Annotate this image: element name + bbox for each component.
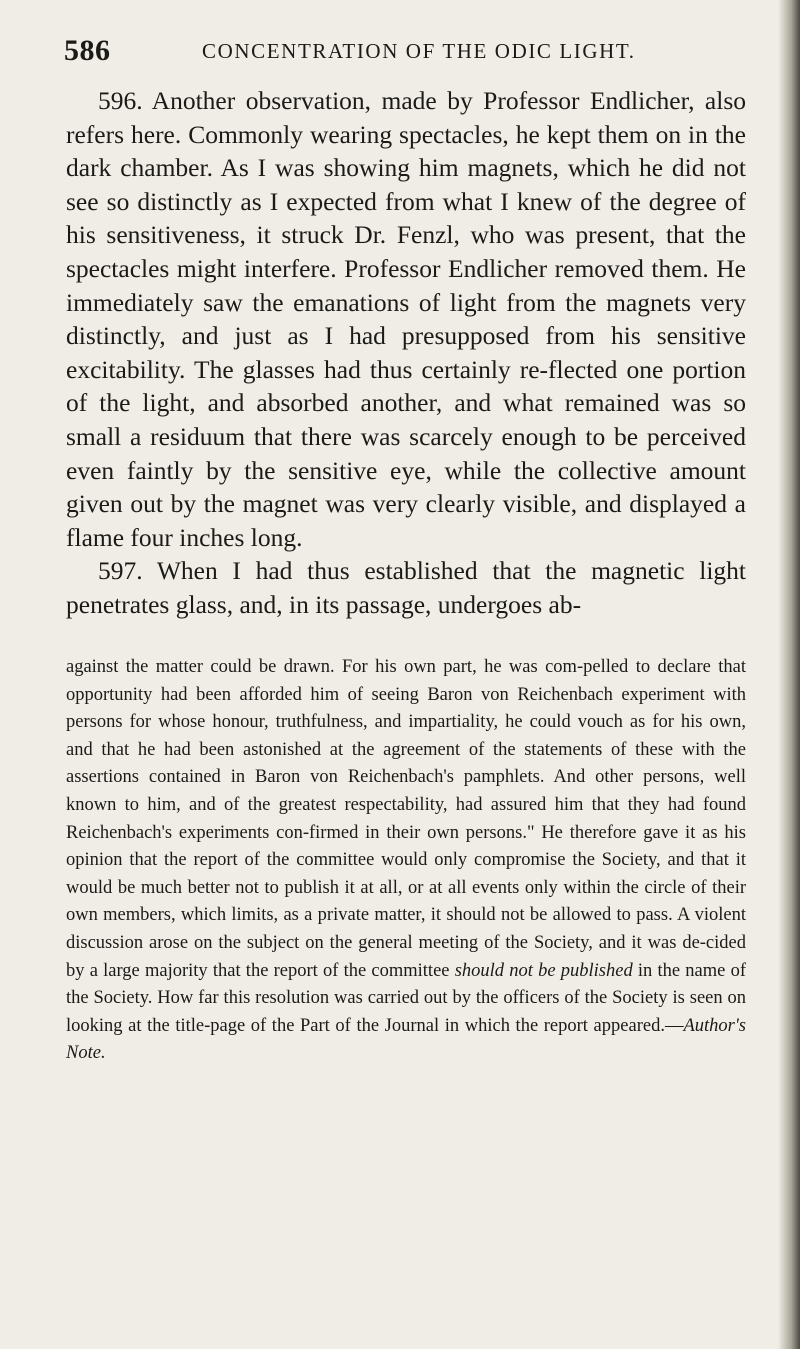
footnote-attribution: Author's Note.	[66, 1015, 746, 1064]
running-head: CONCENTRATION OF THE ODIC LIGHT.	[202, 39, 636, 63]
footnote-paragraph	[66, 654, 746, 1068]
page-header	[64, 34, 754, 67]
paragraph-596: 596. Another observation, made by Professor Endlicher, also refers here. Commonly wearing spectacles, he kept them on in the dark chamber. As I was showing him magnets, which he did not see so distinctly as I expected from what I knew of the degree of his sensitiveness, it struck Dr. Fenzl, who was present, that the spectacles might interfere. Professor Endlicher removed them. He immediately saw the emanations of light from the magnets very distinctly, and just as I had presupposed from his sensitive excitability. The glasses had thus certainly re-flected one portion of the light, and absorbed another, and what remained was so small a residuum that there was scarcely enough to be perceived even faintly by the sensitive eye, while the collective amount given out by the magnet was very clearly visible, and displayed a flame four inches long.	[66, 86, 746, 552]
footnote-text-middle: in the name of the Society. How far this resolution was carried out by the officers of the Society is seen on looking at the title-page of the Part of the Journal in which the report appeared.—	[66, 960, 746, 1036]
main-text	[66, 84, 746, 622]
paragraph-597: 597. When I had thus established that the magnetic light penetrates glass, and, in its passage, undergoes ab-	[66, 556, 746, 619]
footnote-text-start: against the matter could be drawn. For his own part, he was com-pelled to declare that opportunity had been afforded him of seeing Baron von Reichenbach experiment with persons for whose honour, truthfulness, and impartiality, he could vouch as for his own, and that he had been astonished at the agreement of the statements of these with the assertions contained in Baron von Reichenbach's pamphlets. And other persons, well known to him, and of the greatest respectability, had assured him that they had found Reichenbach's experiments con-firmed in their own persons." He therefore gave it as his opinion that the report of the committee would only compromise the Society, and that it would be much better not to publish it at all, or at all events only within the circle of their own members, which limits, as a private matter, it should not be allowed to pass. A violent discussion arose on the subject on the general meeting of the Society, and it was de-cided by a large majority that the report of the committee	[66, 657, 746, 981]
footnote-italic-phrase: should not be published	[454, 960, 633, 981]
footnote	[66, 654, 746, 1068]
page-edge-shadow	[778, 0, 800, 1349]
page-number: 586	[64, 34, 111, 67]
